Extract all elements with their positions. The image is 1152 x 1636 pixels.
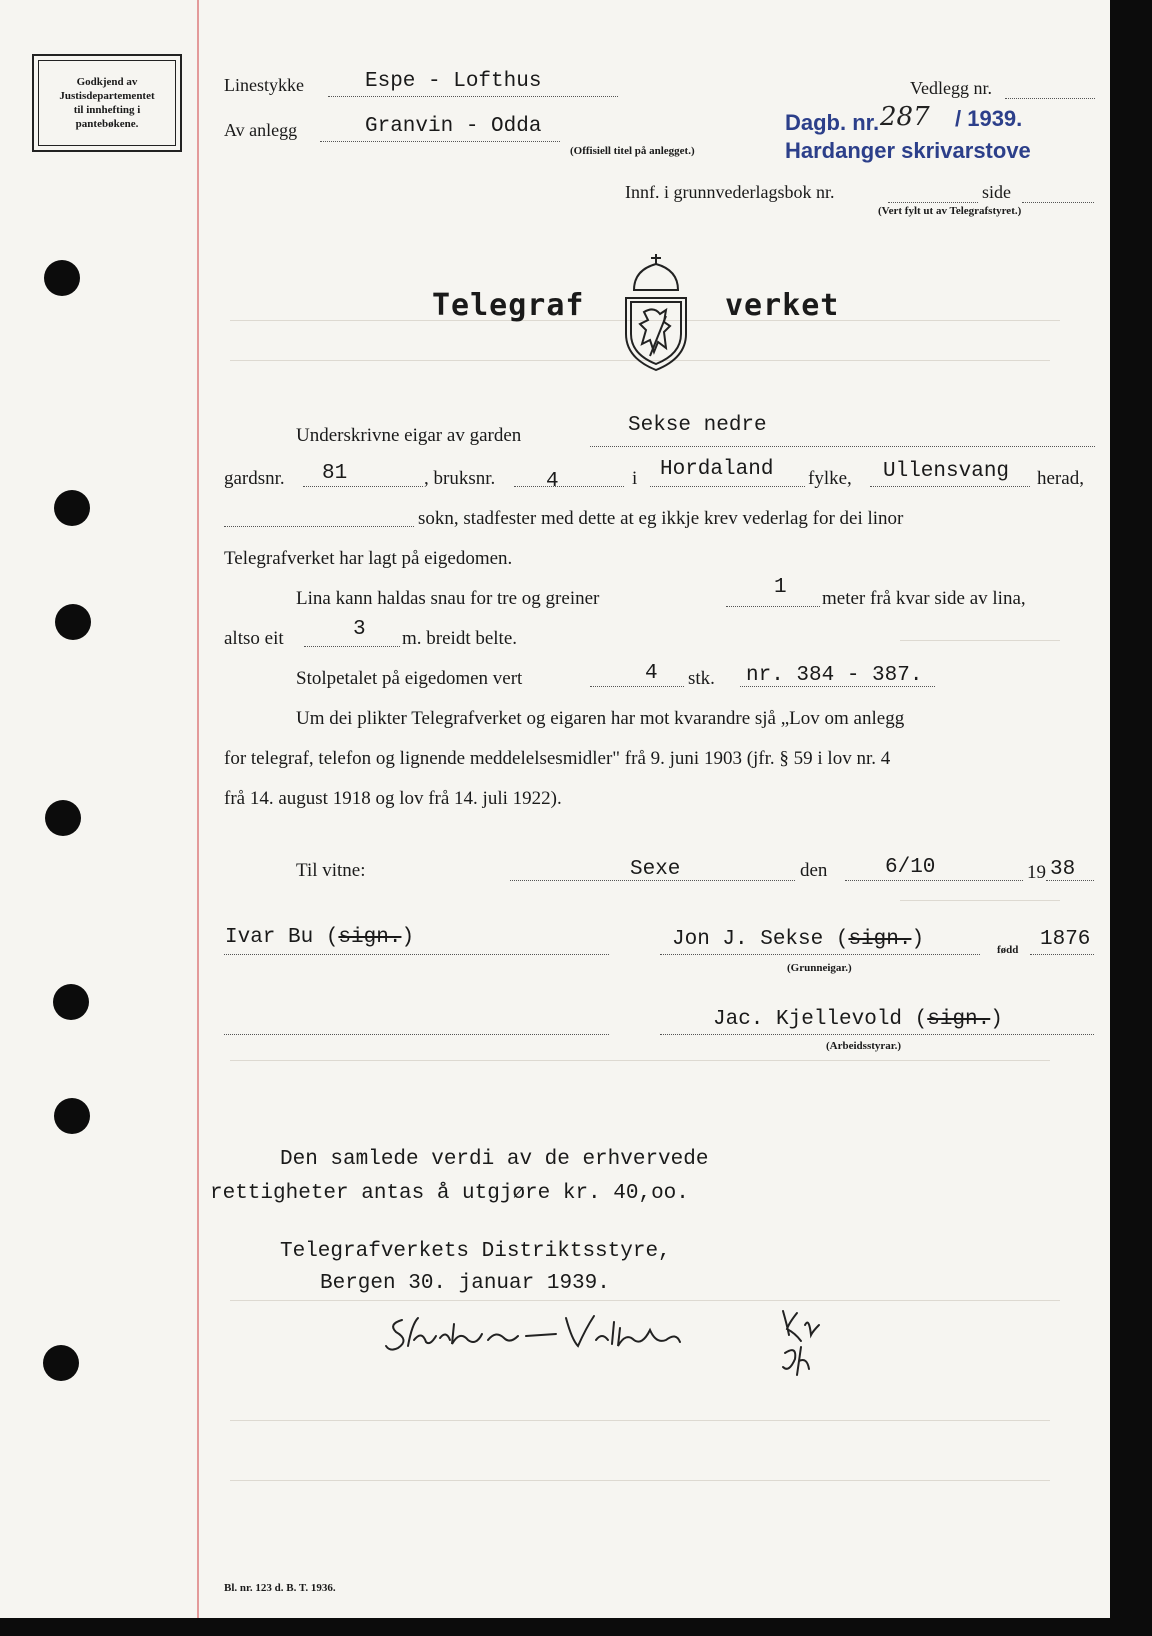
side-label: side <box>982 182 1011 202</box>
year-prefix: 19 <box>1027 862 1046 883</box>
binder-hole-6 <box>54 1098 90 1134</box>
birth-year: 1876 <box>1040 928 1091 951</box>
anlegg-label: Av anlegg <box>224 120 298 140</box>
form-footer: Bl. nr. 123 d. B. T. 1936. <box>224 1582 336 1594</box>
poles-count: 4 <box>645 662 658 685</box>
linestykke-label: Linestykke <box>224 75 304 95</box>
clearing-meter-value: 1 <box>774 576 787 599</box>
municipality-value: Ullensvang <box>883 460 1010 483</box>
binder-hole-3 <box>55 604 91 640</box>
heading-telegraf: Telegraf <box>432 288 585 323</box>
poles-stk: stk. <box>688 668 715 689</box>
owner-close: ) <box>911 928 925 951</box>
sign-date: 6/10 <box>885 856 936 879</box>
belt-width-value: 3 <box>353 618 366 641</box>
foreman-role: (Arbeidsstyrar.) <box>826 1040 902 1052</box>
anlegg-value: Granvin - Odda <box>365 115 542 138</box>
stamp-line-2: Justisdepartementet <box>59 90 155 102</box>
linestykke-value: Espe - Lofthus <box>365 70 542 93</box>
witness-sign-mark: sign. <box>338 926 402 949</box>
foreman-name: Jac. Kjellevold ( <box>713 1008 928 1031</box>
witness-close: ) <box>401 926 415 949</box>
infn-label: Innf. i grunnvederlagsbok nr. <box>625 182 835 202</box>
belt-text: altso eit <box>224 628 284 649</box>
sign-place: Sexe <box>630 858 681 881</box>
anlegg-note: (Offisiell titel på anlegget.) <box>570 145 695 157</box>
sokn-text: sokn, stadfester med dette at eg ikkje krev vederlag for dei linor <box>418 508 904 529</box>
handwritten-signature <box>380 1300 720 1360</box>
initials-signature <box>775 1305 845 1385</box>
county-value: Hordaland <box>660 458 774 481</box>
bruksnr-label: , bruksnr. <box>424 468 496 489</box>
year-suffix: 38 <box>1050 858 1076 881</box>
bruksnr-value: 4 <box>546 470 559 493</box>
vedlegg-label: Vedlegg nr. <box>910 78 992 98</box>
owner-signature <box>672 928 924 951</box>
binder-hole-4 <box>45 800 81 836</box>
district-board: Telegrafverkets Distriktsstyre, <box>280 1240 671 1263</box>
witness-label: Til vitne: <box>296 860 366 881</box>
coat-of-arms-icon <box>620 252 692 376</box>
poles-text: Stolpetalet på eigedomen vert <box>296 668 523 689</box>
poles-numbers: nr. 384 - 387. <box>746 664 923 687</box>
owner-name: Jon J. Sekse ( <box>672 928 849 951</box>
owner-role: (Grunneigar.) <box>787 962 852 974</box>
witness-name: Ivar Bu ( <box>225 926 339 949</box>
farm-name: Sekse nedre <box>628 414 767 437</box>
value-line-2: rettigheter antas å utgjøre kr. 40,oo. <box>210 1182 689 1205</box>
law-line-3: frå 14. august 1918 og lov frå 14. juli 1922). <box>224 788 562 809</box>
fodd-label: fødd <box>997 944 1019 956</box>
binder-hole-7 <box>43 1345 79 1381</box>
foreman-signature <box>713 1008 1003 1031</box>
binder-hole-5 <box>53 984 89 1020</box>
margin-rule <box>197 0 199 1618</box>
stamp-line-3: til innhefting i <box>73 104 141 116</box>
owner-intro: Underskrivne eigar av garden <box>296 425 522 446</box>
clearing-text: Lina kann haldas snau for tre og greiner <box>296 588 600 609</box>
law-line-2: for telegraf, telefon og lignende meddelelsesmidler" frå 9. juni 1903 (jfr. § 59 i lov nr. 4 <box>224 748 891 769</box>
county-label: fylke, <box>808 468 852 489</box>
belt-text-end: m. breidt belte. <box>402 628 518 649</box>
clearing-text-end: meter frå kvar side av lina, <box>822 588 1026 609</box>
law-line-1: Um dei plikter Telegrafverket og eigaren har mot kvarandre sjå „Lov om anlegg <box>296 708 905 729</box>
office-stamp: Hardanger skrivarstove <box>785 138 1031 163</box>
stamp-line-1: Godkjend av <box>76 76 138 88</box>
approval-stamp <box>32 54 182 152</box>
infn-note: (Vert fylt ut av Telegrafstyret.) <box>878 205 1022 217</box>
place-date: Bergen 30. januar 1939. <box>320 1272 610 1295</box>
i-label: i <box>632 468 638 489</box>
line-telegrafverket: Telegrafverket har lagt på eigedomen. <box>224 548 513 569</box>
municipality-label: herad, <box>1037 468 1084 489</box>
owner-sign-mark: sign. <box>848 928 912 951</box>
den-label: den <box>800 860 828 881</box>
foreman-sign-mark: sign. <box>927 1008 991 1031</box>
dagb-prefix: Dagb. nr. <box>785 110 880 135</box>
gardsnr-label: gardsnr. <box>224 468 285 489</box>
binder-hole-1 <box>44 260 80 296</box>
gardsnr-value: 81 <box>322 462 348 485</box>
foreman-close: ) <box>990 1008 1003 1031</box>
heading-verket: verket <box>725 288 840 323</box>
dagb-number: 287 <box>880 102 930 132</box>
stamp-line-4: pantebøkene. <box>75 118 139 130</box>
dagb-year: / 1939. <box>955 106 1023 131</box>
binder-hole-2 <box>54 490 90 526</box>
value-line-1: Den samlede verdi av de erhvervede <box>280 1148 709 1171</box>
witness-signature <box>225 926 414 949</box>
